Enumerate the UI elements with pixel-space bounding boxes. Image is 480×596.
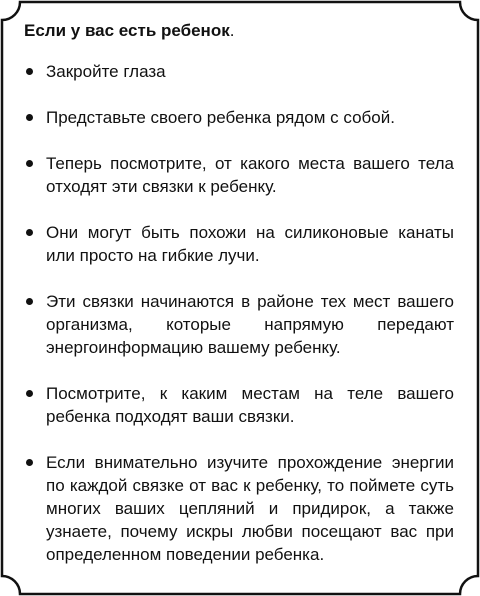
bullet-icon xyxy=(26,114,33,121)
heading-period: . xyxy=(229,21,235,40)
list-item xyxy=(24,221,454,267)
bullet-icon xyxy=(26,229,33,236)
bullet-icon xyxy=(26,298,33,305)
list-item xyxy=(24,382,454,428)
bullet-icon xyxy=(26,160,33,167)
list-item-text: Если внимательно изучите прохождение энергии по каждой связке от вас к ребенку, то поймете суть многих ваших цепляний и придирок, а также узнаете, почему искры любви посещают вас при определенном поведении ребенка. xyxy=(46,453,454,564)
bullet-icon xyxy=(26,459,33,466)
list-item-text: Эти связки начинаются в районе тех мест вашего организма, которые напрямую передают энергоинформацию вашему ребенку. xyxy=(46,292,454,357)
list-item xyxy=(24,106,454,129)
list-item-text: Теперь посмотрите, от какого места вашего тела отходят эти связки к ребенку. xyxy=(46,154,454,196)
bullet-list xyxy=(24,60,454,566)
section-heading xyxy=(24,20,454,42)
bullet-icon xyxy=(26,390,33,397)
list-item xyxy=(24,451,454,566)
bullet-icon xyxy=(26,68,33,75)
heading-text: Если у вас есть ребенок xyxy=(24,21,230,40)
list-item-text: Представьте своего ребенка рядом с собой. xyxy=(46,108,395,127)
text-box xyxy=(24,20,454,566)
list-item xyxy=(24,290,454,359)
list-item-text: Посмотрите, к каким местам на теле вашего ребенка подходят ваши связки. xyxy=(46,384,454,426)
list-item xyxy=(24,152,454,198)
list-item-text: Закройте глаза xyxy=(46,62,166,81)
list-item-text: Они могут быть похожи на силиконовые канаты или просто на гибкие лучи. xyxy=(46,223,454,265)
list-item xyxy=(24,60,454,83)
